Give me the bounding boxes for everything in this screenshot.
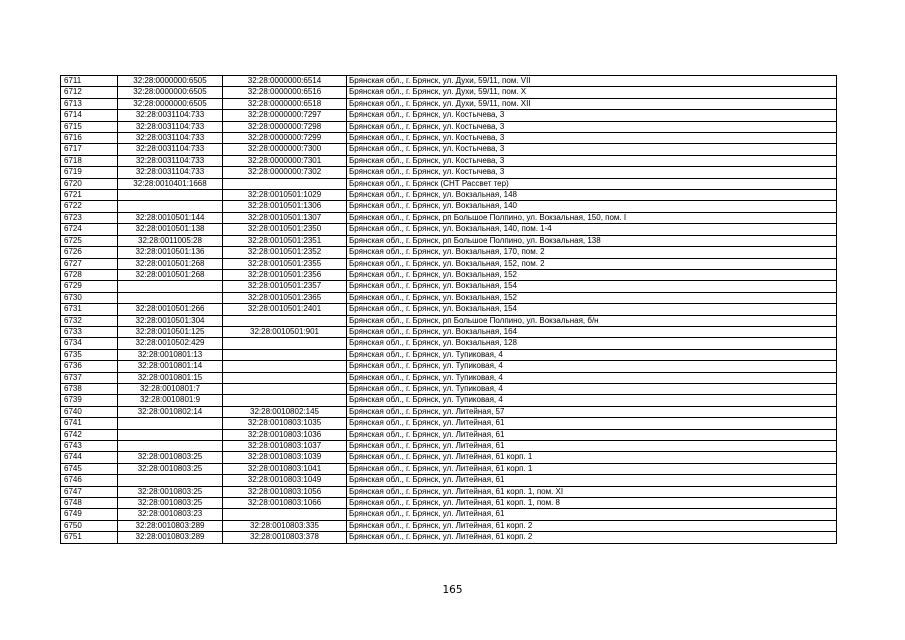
row-number-cell: 6734	[61, 338, 118, 349]
address-cell: Брянская обл., г. Брянск, ул. Вокзальная, 140	[347, 201, 837, 212]
parcel-cadastral-number-cell: 32:28:0000000:6505	[118, 87, 223, 98]
row-number-cell: 6721	[61, 190, 118, 201]
row-number-cell: 6735	[61, 349, 118, 360]
table-row	[61, 452, 837, 463]
row-number-cell: 6724	[61, 224, 118, 235]
table-row	[61, 463, 837, 474]
row-number-cell: 6711	[61, 76, 118, 87]
parcel-cadastral-number-cell: 32:28:0010801:15	[118, 372, 223, 383]
row-number-cell: 6740	[61, 406, 118, 417]
address-cell: Брянская обл., г. Брянск, рп Большое Полпино, ул. Вокзальная, 138	[347, 235, 837, 246]
object-cadastral-number-cell: 32:28:0010501:2350	[223, 224, 347, 235]
parcel-cadastral-number-cell: 32:28:0011005:28	[118, 235, 223, 246]
table-row	[61, 201, 837, 212]
table-row	[61, 190, 837, 201]
address-cell: Брянская обл., г. Брянск, ул. Духи, 59/11, пом. VII	[347, 76, 837, 87]
object-cadastral-number-cell	[223, 383, 347, 394]
row-number-cell: 6730	[61, 292, 118, 303]
address-cell: Брянская обл., г. Брянск, ул. Литейная, 61 корп. 1, пом. 8	[347, 498, 837, 509]
object-cadastral-number-cell: 32:28:0010803:1066	[223, 498, 347, 509]
parcel-cadastral-number-cell: 32:28:0031104:733	[118, 155, 223, 166]
parcel-cadastral-number-cell: 32:28:0010501:138	[118, 224, 223, 235]
address-cell: Брянская обл., г. Брянск, ул. Вокзальная, 140, пом. 1-4	[347, 224, 837, 235]
address-cell: Брянская обл., г. Брянск, рп Большое Полпино, ул. Вокзальная, б/н	[347, 315, 837, 326]
property-table	[60, 75, 837, 544]
object-cadastral-number-cell: 32:28:0000000:7299	[223, 133, 347, 144]
table-row	[61, 235, 837, 246]
parcel-cadastral-number-cell: 32:28:0010501:136	[118, 247, 223, 258]
table-row	[61, 281, 837, 292]
parcel-cadastral-number-cell: 32:28:0031104:733	[118, 133, 223, 144]
parcel-cadastral-number-cell: 32:28:0010801:13	[118, 349, 223, 360]
table-row	[61, 520, 837, 531]
address-cell: Брянская обл., г. Брянск, ул. Костычева, 3	[347, 167, 837, 178]
row-number-cell: 6742	[61, 429, 118, 440]
table-row	[61, 269, 837, 280]
object-cadastral-number-cell: 32:28:0010501:901	[223, 326, 347, 337]
object-cadastral-number-cell: 32:28:0000000:7302	[223, 167, 347, 178]
object-cadastral-number-cell: 32:28:0000000:6514	[223, 76, 347, 87]
parcel-cadastral-number-cell: 32:28:0010803:25	[118, 463, 223, 474]
row-number-cell: 6739	[61, 395, 118, 406]
object-cadastral-number-cell: 32:28:0010501:1306	[223, 201, 347, 212]
address-cell: Брянская обл., г. Брянск, ул. Вокзальная, 128	[347, 338, 837, 349]
address-cell: Брянская обл., г. Брянск, ул. Вокзальная, 152	[347, 269, 837, 280]
table-row	[61, 486, 837, 497]
table-row	[61, 418, 837, 429]
row-number-cell: 6736	[61, 361, 118, 372]
parcel-cadastral-number-cell: 32:28:0010501:125	[118, 326, 223, 337]
row-number-cell: 6729	[61, 281, 118, 292]
object-cadastral-number-cell	[223, 395, 347, 406]
parcel-cadastral-number-cell: 32:28:0000000:6505	[118, 76, 223, 87]
table-row	[61, 406, 837, 417]
object-cadastral-number-cell: 32:28:0000000:7300	[223, 144, 347, 155]
object-cadastral-number-cell: 32:28:0010803:1041	[223, 463, 347, 474]
parcel-cadastral-number-cell	[118, 429, 223, 440]
parcel-cadastral-number-cell: 32:28:0010803:23	[118, 509, 223, 520]
table-row	[61, 441, 837, 452]
object-cadastral-number-cell: 32:28:0010802:145	[223, 406, 347, 417]
table-row	[61, 429, 837, 440]
table-row	[61, 76, 837, 87]
row-number-cell: 6720	[61, 178, 118, 189]
object-cadastral-number-cell	[223, 178, 347, 189]
parcel-cadastral-number-cell: 32:28:0010401:1668	[118, 178, 223, 189]
table-row	[61, 532, 837, 543]
parcel-cadastral-number-cell: 32:28:0010803:25	[118, 498, 223, 509]
address-cell: Брянская обл., г. Брянск, ул. Литейная, 61	[347, 509, 837, 520]
address-cell: Брянская обл., г. Брянск, ул. Литейная, 61	[347, 475, 837, 486]
address-cell: Брянская обл., г. Брянск, ул. Литейная, 61	[347, 418, 837, 429]
parcel-cadastral-number-cell: 32:28:0031104:733	[118, 110, 223, 121]
row-number-cell: 6733	[61, 326, 118, 337]
parcel-cadastral-number-cell	[118, 475, 223, 486]
parcel-cadastral-number-cell: 32:28:0010501:268	[118, 269, 223, 280]
object-cadastral-number-cell: 32:28:0010803:1037	[223, 441, 347, 452]
address-cell: Брянская обл., г. Брянск, ул. Литейная, 61	[347, 441, 837, 452]
address-cell: Брянская обл., г. Брянск, ул. Костычева, 3	[347, 121, 837, 132]
object-cadastral-number-cell	[223, 315, 347, 326]
object-cadastral-number-cell: 32:28:0010501:1029	[223, 190, 347, 201]
object-cadastral-number-cell	[223, 338, 347, 349]
row-number-cell: 6749	[61, 509, 118, 520]
object-cadastral-number-cell: 32:28:0010803:335	[223, 520, 347, 531]
parcel-cadastral-number-cell: 32:28:0010801:7	[118, 383, 223, 394]
object-cadastral-number-cell: 32:28:0000000:6516	[223, 87, 347, 98]
row-number-cell: 6715	[61, 121, 118, 132]
row-number-cell: 6725	[61, 235, 118, 246]
object-cadastral-number-cell	[223, 509, 347, 520]
parcel-cadastral-number-cell: 32:28:0010501:266	[118, 304, 223, 315]
object-cadastral-number-cell: 32:28:0010501:1307	[223, 212, 347, 223]
parcel-cadastral-number-cell: 32:28:0010803:25	[118, 486, 223, 497]
object-cadastral-number-cell	[223, 349, 347, 360]
address-cell: Брянская обл., г. Брянск, ул. Духи, 59/11, пом. X	[347, 87, 837, 98]
address-cell: Брянская обл., г. Брянск, ул. Костычева, 3	[347, 144, 837, 155]
parcel-cadastral-number-cell: 32:28:0010802:14	[118, 406, 223, 417]
table-row	[61, 349, 837, 360]
address-cell: Брянская обл., г. Брянск, ул. Вокзальная, 152, пом. 2	[347, 258, 837, 269]
address-cell: Брянская обл., г. Брянск, ул. Тупиковая, 4	[347, 361, 837, 372]
address-cell: Брянская обл., г. Брянск, ул. Литейная, 61 корп. 2	[347, 532, 837, 543]
address-cell: Брянская обл., г. Брянск, ул. Вокзальная, 152	[347, 292, 837, 303]
object-cadastral-number-cell: 32:28:0010803:1056	[223, 486, 347, 497]
table-row	[61, 395, 837, 406]
parcel-cadastral-number-cell: 32:28:0010803:289	[118, 532, 223, 543]
row-number-cell: 6732	[61, 315, 118, 326]
table-row	[61, 87, 837, 98]
address-cell: Брянская обл., г. Брянск, ул. Тупиковая, 4	[347, 383, 837, 394]
row-number-cell: 6716	[61, 133, 118, 144]
object-cadastral-number-cell: 32:28:0000000:7298	[223, 121, 347, 132]
address-cell: Брянская обл., г. Брянск, рп Большое Полпино, ул. Вокзальная, 150, пом. I	[347, 212, 837, 223]
address-cell: Брянская обл., г. Брянск, ул. Костычева, 3	[347, 110, 837, 121]
address-cell: Брянская обл., г. Брянск, ул. Костычева, 3	[347, 155, 837, 166]
object-cadastral-number-cell: 32:28:0010501:2352	[223, 247, 347, 258]
object-cadastral-number-cell	[223, 372, 347, 383]
object-cadastral-number-cell: 32:28:0010803:378	[223, 532, 347, 543]
row-number-cell: 6743	[61, 441, 118, 452]
row-number-cell: 6727	[61, 258, 118, 269]
address-cell: Брянская обл., г. Брянск, ул. Литейная, 61 корп. 1	[347, 463, 837, 474]
row-number-cell: 6728	[61, 269, 118, 280]
parcel-cadastral-number-cell: 32:28:0010501:268	[118, 258, 223, 269]
row-number-cell: 6750	[61, 520, 118, 531]
parcel-cadastral-number-cell: 32:28:0031104:733	[118, 144, 223, 155]
row-number-cell: 6719	[61, 167, 118, 178]
row-number-cell: 6751	[61, 532, 118, 543]
object-cadastral-number-cell: 32:28:0000000:7301	[223, 155, 347, 166]
address-cell: Брянская обл., г. Брянск, ул. Духи, 59/11, пом. XII	[347, 98, 837, 109]
object-cadastral-number-cell: 32:28:0010501:2365	[223, 292, 347, 303]
object-cadastral-number-cell: 32:28:0010501:2401	[223, 304, 347, 315]
address-cell: Брянская обл., г. Брянск, ул. Тупиковая, 4	[347, 372, 837, 383]
object-cadastral-number-cell: 32:28:0010501:2357	[223, 281, 347, 292]
parcel-cadastral-number-cell: 32:28:0031104:733	[118, 167, 223, 178]
row-number-cell: 6718	[61, 155, 118, 166]
row-number-cell: 6746	[61, 475, 118, 486]
table-row	[61, 110, 837, 121]
row-number-cell: 6713	[61, 98, 118, 109]
object-cadastral-number-cell: 32:28:0000000:6518	[223, 98, 347, 109]
object-cadastral-number-cell: 32:28:0010501:2355	[223, 258, 347, 269]
object-cadastral-number-cell: 32:28:0000000:7297	[223, 110, 347, 121]
table-row	[61, 144, 837, 155]
parcel-cadastral-number-cell	[118, 190, 223, 201]
row-number-cell: 6722	[61, 201, 118, 212]
address-cell: Брянская обл., г. Брянск, ул. Вокзальная, 154	[347, 281, 837, 292]
table-row	[61, 372, 837, 383]
table-row	[61, 212, 837, 223]
row-number-cell: 6737	[61, 372, 118, 383]
parcel-cadastral-number-cell: 32:28:0010803:289	[118, 520, 223, 531]
address-cell: Брянская обл., г. Брянск, ул. Вокзальная, 170, пом. 2	[347, 247, 837, 258]
object-cadastral-number-cell: 32:28:0010803:1036	[223, 429, 347, 440]
address-cell: Брянская обл., г. Брянск, ул. Костычева, 3	[347, 133, 837, 144]
object-cadastral-number-cell: 32:28:0010501:2356	[223, 269, 347, 280]
table-row	[61, 498, 837, 509]
row-number-cell: 6726	[61, 247, 118, 258]
table-row	[61, 315, 837, 326]
object-cadastral-number-cell: 32:28:0010803:1049	[223, 475, 347, 486]
row-number-cell: 6723	[61, 212, 118, 223]
parcel-cadastral-number-cell: 32:28:0010803:25	[118, 452, 223, 463]
address-cell: Брянская обл., г. Брянск, ул. Тупиковая, 4	[347, 349, 837, 360]
table-row	[61, 258, 837, 269]
table-row	[61, 155, 837, 166]
parcel-cadastral-number-cell	[118, 292, 223, 303]
address-cell: Брянская обл., г. Брянск, ул. Вокзальная, 154	[347, 304, 837, 315]
object-cadastral-number-cell: 32:28:0010501:2351	[223, 235, 347, 246]
parcel-cadastral-number-cell: 32:28:0010801:14	[118, 361, 223, 372]
table-row	[61, 178, 837, 189]
address-cell: Брянская обл., г. Брянск, ул. Литейная, 61 корп. 1	[347, 452, 837, 463]
table-row	[61, 383, 837, 394]
row-number-cell: 6731	[61, 304, 118, 315]
table-row	[61, 98, 837, 109]
parcel-cadastral-number-cell	[118, 201, 223, 212]
address-cell: Брянская обл., г. Брянск, ул. Тупиковая, 4	[347, 395, 837, 406]
parcel-cadastral-number-cell	[118, 418, 223, 429]
parcel-cadastral-number-cell	[118, 441, 223, 452]
table-row	[61, 338, 837, 349]
address-cell: Брянская обл., г. Брянск, ул. Вокзальная, 148	[347, 190, 837, 201]
table-row	[61, 247, 837, 258]
table-row	[61, 121, 837, 132]
parcel-cadastral-number-cell: 32:28:0031104:733	[118, 121, 223, 132]
address-cell: Брянская обл., г. Брянск (СНТ Рассвет тер)	[347, 178, 837, 189]
parcel-cadastral-number-cell: 32:28:0010801:9	[118, 395, 223, 406]
row-number-cell: 6738	[61, 383, 118, 394]
table-row	[61, 133, 837, 144]
table-row	[61, 292, 837, 303]
row-number-cell: 6712	[61, 87, 118, 98]
row-number-cell: 6745	[61, 463, 118, 474]
table-row	[61, 224, 837, 235]
table-body	[61, 76, 837, 544]
object-cadastral-number-cell: 32:28:0010803:1039	[223, 452, 347, 463]
address-cell: Брянская обл., г. Брянск, ул. Литейная, 61	[347, 429, 837, 440]
row-number-cell: 6744	[61, 452, 118, 463]
object-cadastral-number-cell	[223, 361, 347, 372]
parcel-cadastral-number-cell: 32:28:0010502:429	[118, 338, 223, 349]
address-cell: Брянская обл., г. Брянск, ул. Литейная, 57	[347, 406, 837, 417]
address-cell: Брянская обл., г. Брянск, ул. Вокзальная, 164	[347, 326, 837, 337]
parcel-cadastral-number-cell	[118, 281, 223, 292]
row-number-cell: 6748	[61, 498, 118, 509]
row-number-cell: 6717	[61, 144, 118, 155]
address-cell: Брянская обл., г. Брянск, ул. Литейная, 61 корп. 1, пом. XI	[347, 486, 837, 497]
row-number-cell: 6741	[61, 418, 118, 429]
table-row	[61, 509, 837, 520]
parcel-cadastral-number-cell: 32:28:0010501:304	[118, 315, 223, 326]
table-row	[61, 167, 837, 178]
address-cell: Брянская обл., г. Брянск, ул. Литейная, 61 корп. 2	[347, 520, 837, 531]
parcel-cadastral-number-cell: 32:28:0000000:6505	[118, 98, 223, 109]
object-cadastral-number-cell: 32:28:0010803:1035	[223, 418, 347, 429]
row-number-cell: 6714	[61, 110, 118, 121]
parcel-cadastral-number-cell: 32:28:0010501:144	[118, 212, 223, 223]
table-row	[61, 475, 837, 486]
row-number-cell: 6747	[61, 486, 118, 497]
page-number: 165	[442, 584, 463, 596]
table-row	[61, 361, 837, 372]
table-row	[61, 304, 837, 315]
table-row	[61, 326, 837, 337]
